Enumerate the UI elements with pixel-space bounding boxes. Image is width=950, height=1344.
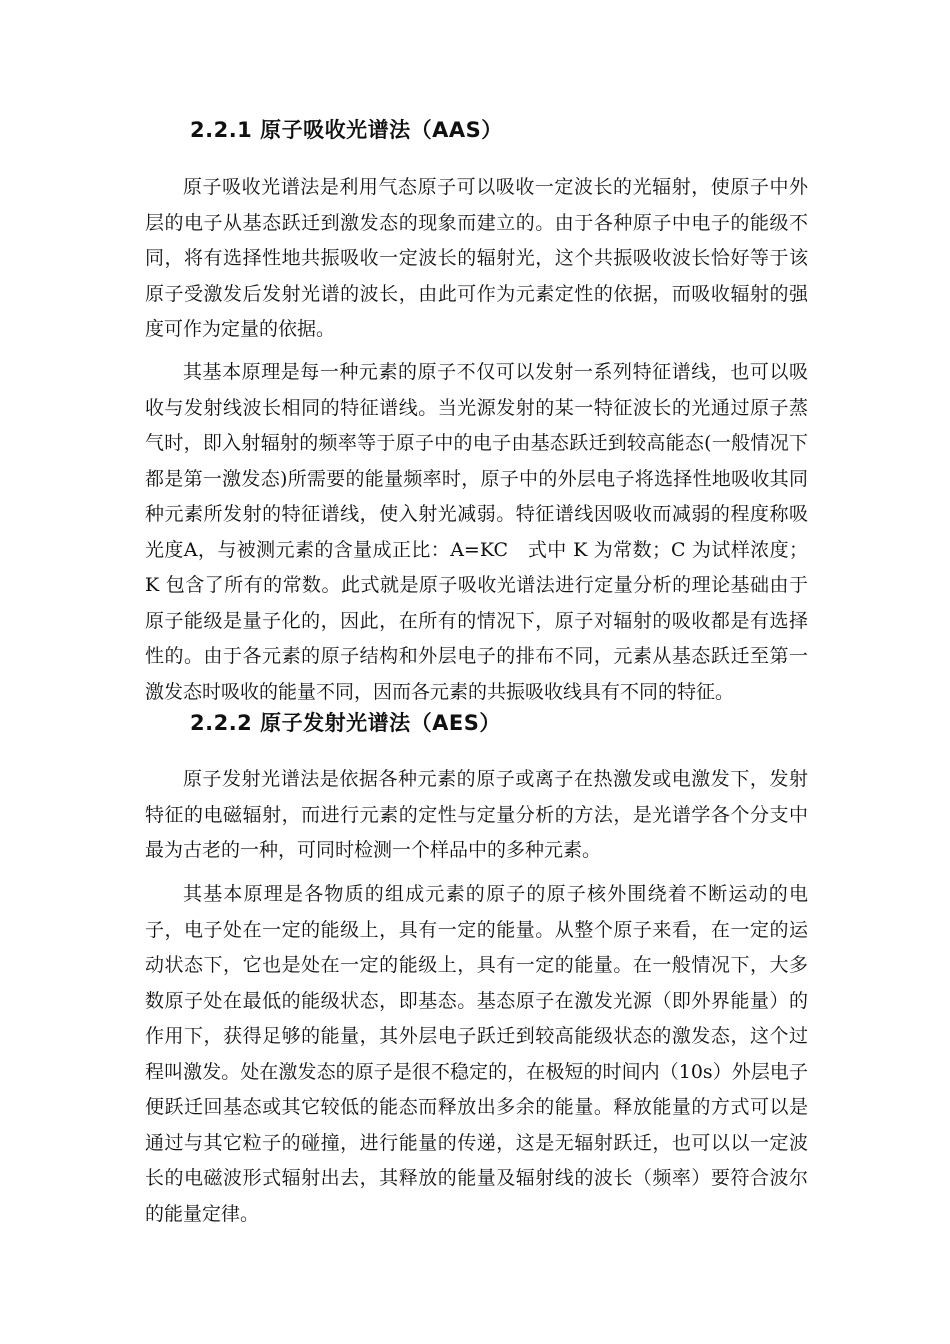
- paragraph-aes-intro: 原子发射光谱法是依据各种元素的原子或离子在热激发或电激发下，发射特征的电磁辐射，而进行元素的定性与定量分析的方法，是光谱学各个分支中最为古老的一种，可同时检测一个样品中的多种元素。: [145, 768, 808, 861]
- section-heading-aes: 2.2.2 原子发射光谱法（AES）: [190, 711, 501, 735]
- paragraph-aas-principle: 其基本原理是每一种元素的原子不仅可以发射一系列特征谱线，也可以吸收与发射线波长相同的特征谱线。当光源发射的某一特征波长的光通过原子蒸气时，即入射辐射的频率等于原子中的电子由基态跃迁到较高能态(一般情况下都是第一激发态)所需要的能量频率时，原子中的外层电子将选择性地吸收其同种元素所发射的特征谱线，使入射光减弱。特征谱线因吸收而减弱的程度称吸光度A，与被测元素的含量成正比：A=KC 式中 K 为常数；C 为试样浓度；K 包含了所有的常数。此式就是原子吸收光谱法进行定量分析的理论基础由于原子能级是量子化的，因此，在所有的情况下，原子对辐射的吸收都是有选择性的。由于各元素的原子结构和外层电子的排布不同，元素从基态跃迁至第一激发态时吸收的能量不同，因而各元素的共振吸收线具有不同的特征。: [145, 361, 808, 703]
- paragraph-aas-intro: 原子吸收光谱法是利用气态原子可以吸收一定波长的光辐射，使原子中外层的电子从基态跃迁到激发态的现象而建立的。由于各种原子中电子的能级不同，将有选择性地共振吸收一定波长的辐射光，这个共振吸收波长恰好等于该原子受激发后发射光谱的波长，由此可作为元素定性的依据，而吸收辐射的强度可作为定量的依据。: [145, 176, 808, 340]
- paragraph-aes-principle: 其基本原理是各物质的组成元素的原子的原子核外围绕着不断运动的电子，电子处在一定的能级上，具有一定的能量。从整个原子来看，在一定的运动状态下，它也是处在一定的能级上，具有一定的能量。在一般情况下，大多数原子处在最低的能级状态，即基态。基态原子在激发光源（即外界能量）的作用下，获得足够的能量，其外层电子跃迁到较高能级状态的激发态，这个过程叫激发。处在激发态的原子是很不稳定的，在极短的时间内（10s）外层电子便跃迁回基态或其它较低的能态而释放出多余的能量。释放能量的方式可以是通过与其它粒子的碰撞，进行能量的传递，这是无辐射跃迁，也可以以一定波长的电磁波形式辐射出去，其释放的能量及辐射线的波长（频率）要符合波尔的能量定律。: [145, 883, 808, 1225]
- section-heading-aas: 2.2.1 原子吸收光谱法（AAS）: [190, 118, 503, 142]
